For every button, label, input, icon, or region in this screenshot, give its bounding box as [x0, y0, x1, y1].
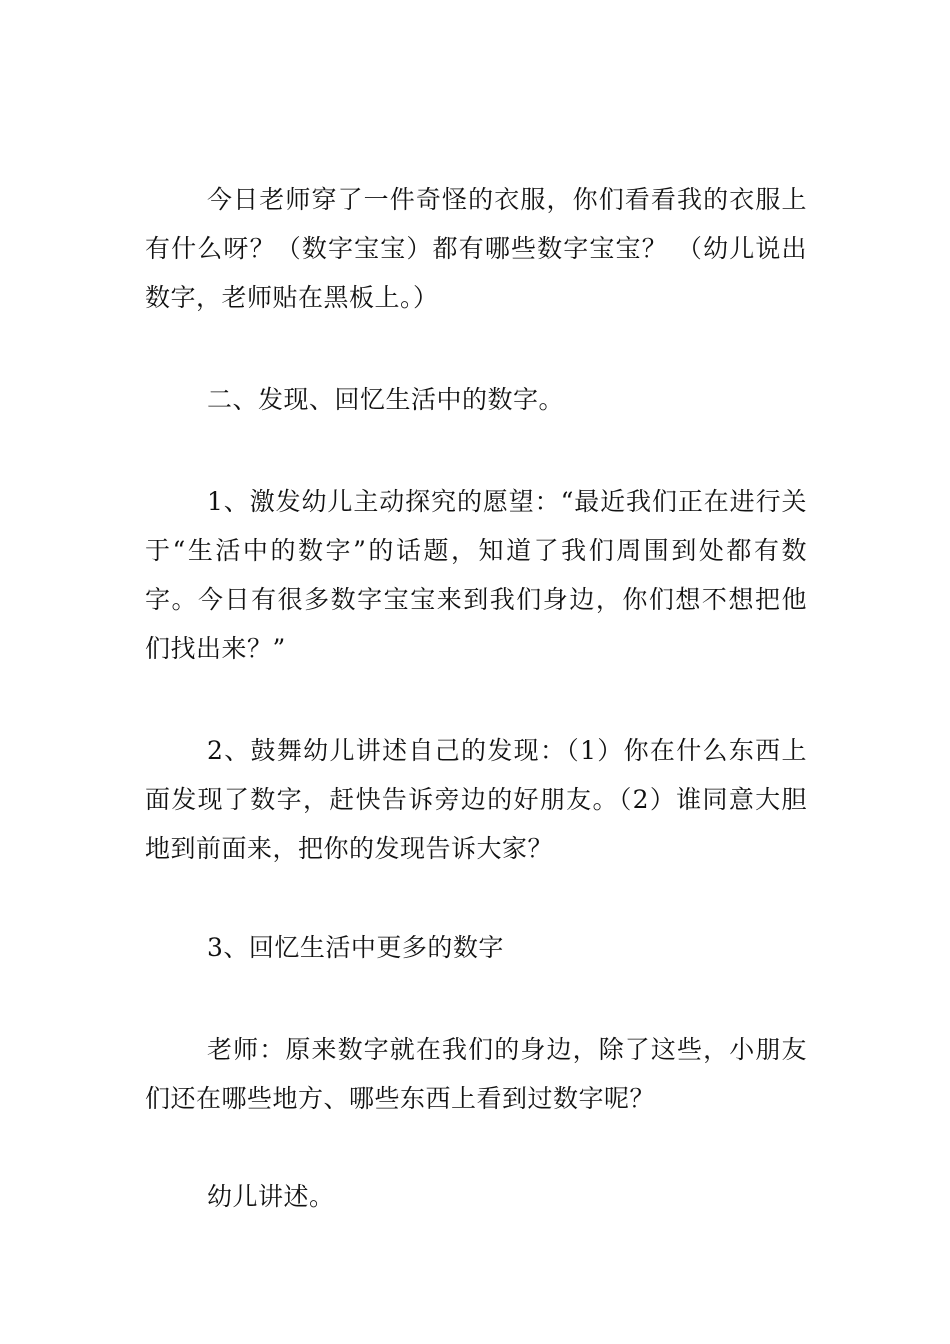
paragraph-step-3: 3、回忆生活中更多的数字: [207, 933, 504, 962]
paragraph-teacher-question: 老师：原来数字就在我们的身边，除了这些，小朋友们还在哪些地方、哪些东西上看到过数字呢？: [145, 1035, 807, 1113]
paragraph-children-narrate: 幼儿讲述。: [207, 1182, 335, 1211]
paragraph-step-2: 2、鼓舞幼儿讲述自己的发现：（1）你在什么东西上面发现了数字，赶快告诉旁边的好朋友。（2）谁同意大胆地到前面来，把你的发现告诉大家？: [145, 736, 807, 863]
paragraph-step-1: 1、激发幼儿主动探究的愿望：“最近我们正在进行关于“生活中的数字”的话题，知道了我们周围到处都有数字。今日有很多数字宝宝来到我们身边，你们想不想把他们找出来？”: [145, 487, 807, 663]
paragraph-teacher-clothes: 今日老师穿了一件奇怪的衣服，你们看看我的衣服上有什么呀？（数字宝宝）都有哪些数字宝宝？ （幼儿说出数字，老师贴在黑板上。）: [145, 185, 807, 312]
section-heading-discover-numbers: 二、发现、回忆生活中的数字。: [207, 385, 565, 414]
